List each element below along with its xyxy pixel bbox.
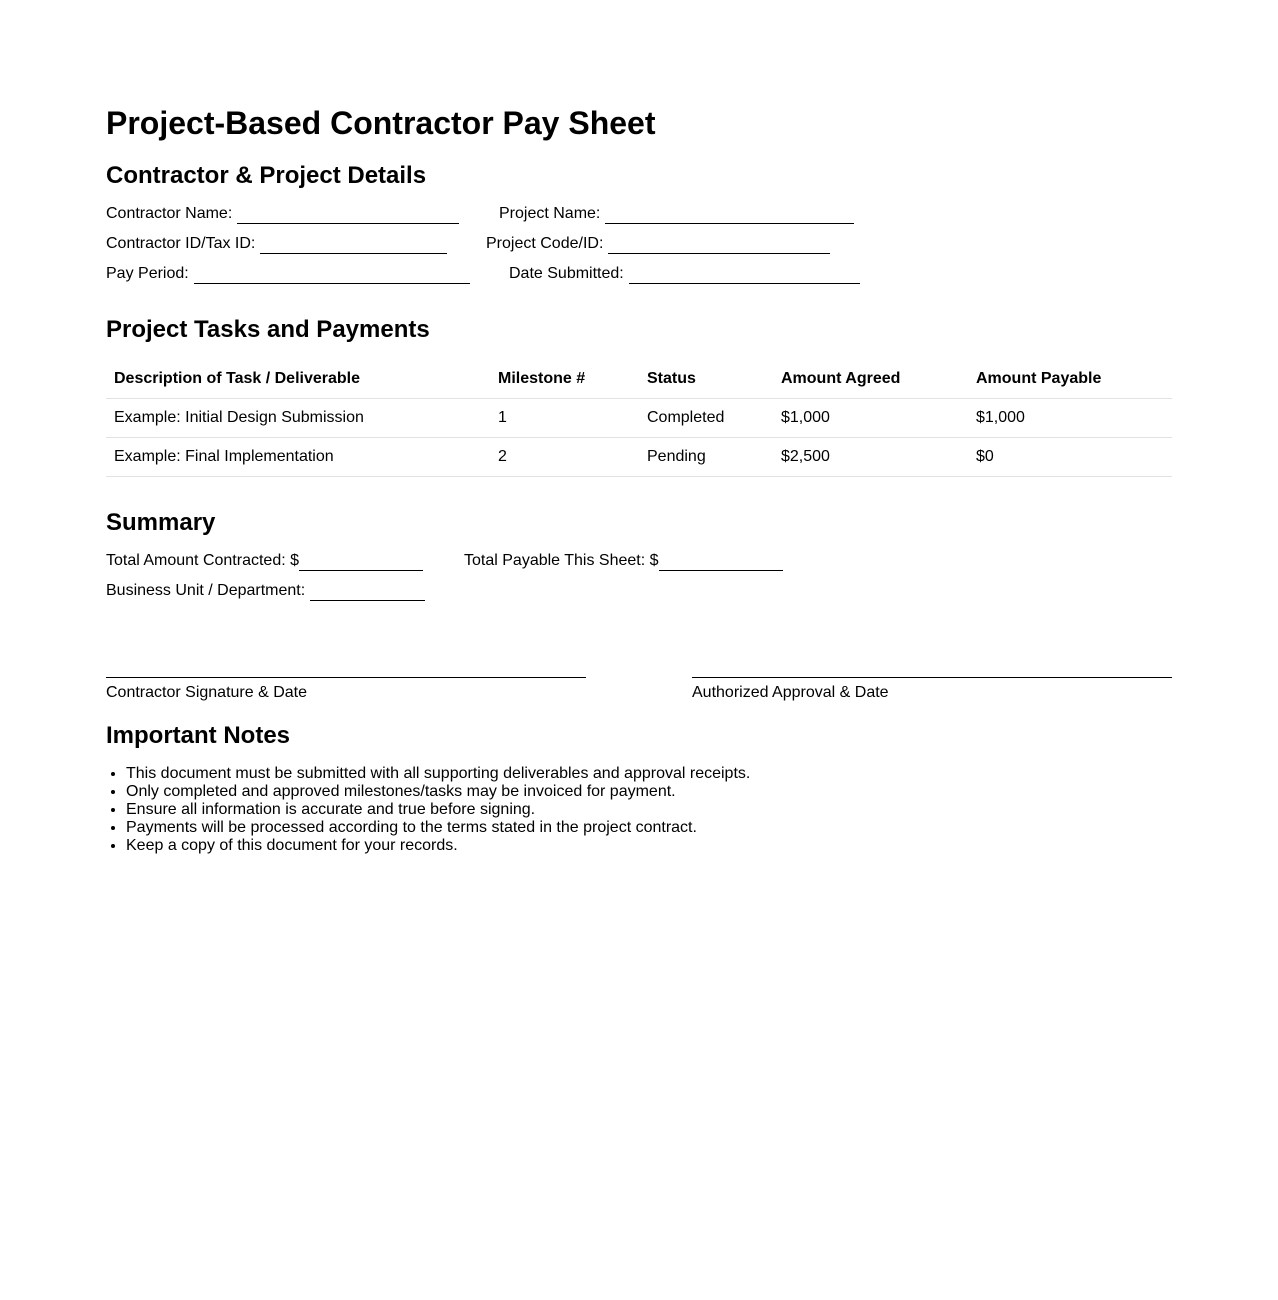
total-contracted-field[interactable] — [106, 551, 423, 571]
pay-period-label: Pay Period: — [106, 265, 189, 282]
date-submitted-blank[interactable] — [629, 267, 860, 284]
project-code-blank[interactable] — [608, 237, 830, 254]
approval-signature-label: Authorized Approval & Date — [692, 684, 889, 701]
business-unit-label: Business Unit / Department: — [106, 582, 306, 599]
list-item: • Ensure all information is accurate and true before signing. — [126, 801, 750, 819]
column-header: Amount Payable — [968, 359, 1172, 399]
amount-payable-cell: $1,000 — [968, 399, 1172, 438]
project-code-label: Project Code/ID: — [486, 235, 604, 252]
tasks-table — [106, 359, 1172, 477]
summary-heading: Summary — [106, 509, 216, 536]
contractor-name-label: Contractor Name: — [106, 205, 233, 222]
business-unit-field[interactable] — [106, 581, 425, 601]
amount-agreed-cell: $1,000 — [773, 399, 968, 438]
task-description-cell: Example: Initial Design Submission — [106, 399, 490, 438]
milestone-cell: 1 — [490, 399, 639, 438]
total-payable-blank[interactable] — [659, 554, 783, 571]
tasks-heading: Project Tasks and Payments — [106, 316, 430, 343]
contractor-name-field[interactable] — [106, 204, 459, 224]
contractor-id-label: Contractor ID/Tax ID: — [106, 235, 256, 252]
contractor-signature-label: Contractor Signature & Date — [106, 684, 307, 701]
project-name-field[interactable] — [499, 204, 854, 224]
project-name-blank[interactable] — [605, 207, 854, 224]
list-item: • This document must be submitted with all supporting deliverables and approval receipts. — [126, 765, 750, 783]
task-description-cell: Example: Final Implementation — [106, 438, 490, 477]
business-unit-blank[interactable] — [310, 584, 425, 601]
table-row — [106, 399, 1172, 438]
table-row — [106, 438, 1172, 477]
column-header: Status — [639, 359, 773, 399]
column-header: Description of Task / Deliverable — [106, 359, 490, 399]
approval-signature-line[interactable] — [692, 677, 1172, 678]
status-cell: Pending — [639, 438, 773, 477]
notes-heading: Important Notes — [106, 722, 291, 749]
amount-payable-cell: $0 — [968, 438, 1172, 477]
list-item: • Only completed and approved milestones/tasks may be invoiced for payment. — [126, 783, 750, 801]
pay-period-blank[interactable] — [194, 267, 470, 284]
page-title: Project-Based Contractor Pay Sheet — [106, 105, 656, 141]
details-heading: Contractor & Project Details — [106, 162, 427, 189]
date-submitted-label: Date Submitted: — [509, 265, 624, 282]
pay-period-field[interactable] — [106, 264, 470, 284]
total-payable-label: Total Payable This Sheet: $ — [464, 552, 659, 569]
contractor-id-blank[interactable] — [260, 237, 447, 254]
status-cell: Completed — [639, 399, 773, 438]
total-payable-field[interactable] — [464, 551, 783, 571]
milestone-cell: 2 — [490, 438, 639, 477]
project-code-field[interactable] — [486, 234, 830, 254]
total-contracted-blank[interactable] — [299, 554, 423, 571]
notes-list — [106, 765, 750, 855]
column-header: Amount Agreed — [773, 359, 968, 399]
column-header: Milestone # — [490, 359, 639, 399]
contractor-name-blank[interactable] — [237, 207, 459, 224]
date-submitted-field[interactable] — [509, 264, 860, 284]
contractor-signature-line[interactable] — [106, 677, 586, 678]
list-item: • Payments will be processed according to the terms stated in the project contract. — [126, 819, 750, 837]
table-header-row — [106, 359, 1172, 399]
amount-agreed-cell: $2,500 — [773, 438, 968, 477]
project-name-label: Project Name: — [499, 205, 601, 222]
list-item: • Keep a copy of this document for your records. — [126, 837, 750, 855]
contractor-id-field[interactable] — [106, 234, 447, 254]
total-contracted-label: Total Amount Contracted: $ — [106, 552, 299, 569]
